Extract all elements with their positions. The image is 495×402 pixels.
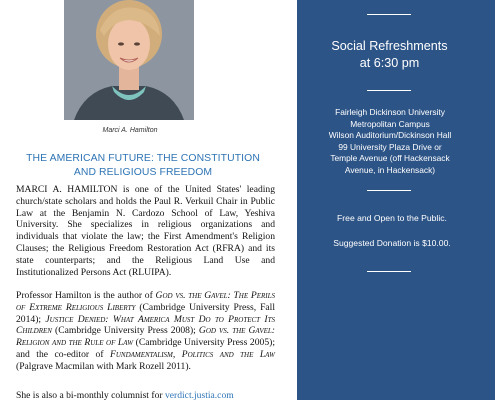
talk-title-line2: AND RELIGIOUS FREEDOM <box>73 167 213 178</box>
verdict-link[interactable]: verdict.justia.com <box>164 390 234 401</box>
venue-line: 99 University Plaza Drive or <box>338 141 442 152</box>
venue-line: Metropolitan Campus <box>350 118 430 129</box>
venue-line: Fairleigh Dickinson University <box>335 107 445 117</box>
bio-paragraph <box>16 184 275 278</box>
divider <box>367 190 411 191</box>
columnist-paragraph <box>16 390 275 402</box>
photo-caption: Marci A. Hamilton <box>102 127 158 134</box>
talk-title-line1: THE AMERICAN FUTURE: THE CONSTITUTION <box>26 153 260 164</box>
venue-line: Temple Avenue (off Hackensack <box>330 153 450 164</box>
talk-title <box>8 152 278 180</box>
books-paragraph <box>16 290 275 373</box>
refreshments-time: at 6:30 pm <box>359 56 420 70</box>
book-publisher-4: (Palgrave Macmilan with Mark Rozell 2011). <box>16 360 191 372</box>
bio-text: is one of the United States' leading church/state scholars and holds the Paul R. Verkuil Chair in Public Law at the Benjamin N. Cardozo School of Law, Yeshiva University. She specializes in religious organizations and individuals that violate the law; the First Amendment's Religion Clauses; the Religious Freedom Restoration Act (RFRA) and its state counterparts; and the Religious Land Use and Institutionalized Persons Act (RLUIPA). <box>16 184 276 278</box>
book-title-1: God vs. the Gavel: The Perils of Extreme Religious Liberty <box>16 290 275 313</box>
columnist-text: She is also a bi-monthly columnist for <box>16 390 165 401</box>
divider <box>367 90 411 91</box>
speaker-name: MARCI A. HAMILTON <box>16 184 118 195</box>
book-publisher-2: (Cambridge University Press 2008); <box>51 325 199 337</box>
donation-text: Suggested Donation is $10.00. <box>333 238 451 248</box>
divider <box>367 14 411 15</box>
portrait-photo <box>64 0 194 120</box>
venue-address <box>297 107 483 177</box>
refreshments-line1: Social Refreshments <box>331 39 448 53</box>
venue-line: Avenue, in Hackensack) <box>344 164 436 175</box>
book-publisher-1: (Cambridge University Press, Fall 2014); <box>16 301 275 325</box>
divider <box>367 271 411 272</box>
refreshments-notice <box>297 38 482 72</box>
book-title-2: Justice Denied: What America Must Do to Protect Its Children <box>16 313 275 337</box>
book-title-4: Fundamentalism, Politics and the Law <box>109 348 275 360</box>
book-publisher-3: (Cambridge University Press 2005); and the co-editor of <box>16 337 275 360</box>
free-admission-text: Free and Open to the Public. <box>337 213 447 223</box>
event-sidebar <box>297 0 495 400</box>
book-title-3: God vs. the Gavel: Religion and the Rule of Law <box>16 325 275 349</box>
books-intro: Professor Hamilton is the author of <box>16 290 156 301</box>
portrait-illustration <box>64 0 194 120</box>
venue-line: Wilson Auditorium/Dickinson Hall <box>328 130 452 141</box>
